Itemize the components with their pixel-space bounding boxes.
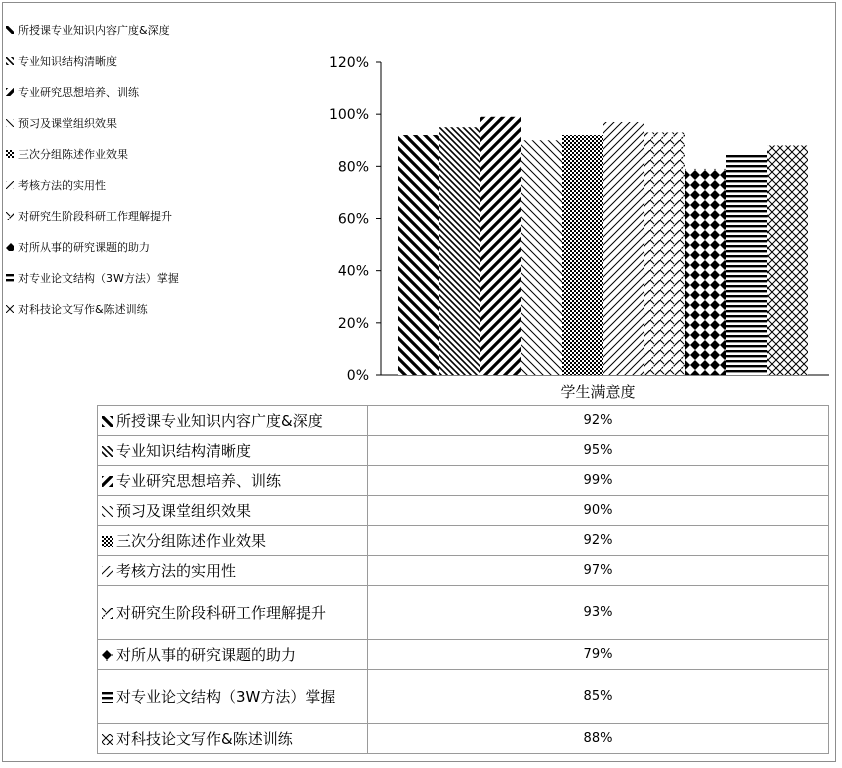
table-row (98, 406, 829, 436)
legend-item (6, 262, 246, 293)
row-legend-swatch (102, 692, 113, 703)
row-label-cell (98, 436, 368, 466)
row-label-cell (98, 496, 368, 526)
row-label-cell (98, 640, 368, 670)
table-row (98, 556, 829, 586)
legend-swatch (6, 26, 14, 34)
table-row (98, 436, 829, 466)
table-row (98, 670, 829, 724)
bar-8 (685, 169, 726, 375)
table-row (98, 640, 829, 670)
row-label-cell (98, 406, 368, 436)
bar-2 (439, 127, 480, 375)
legend-swatch (6, 212, 14, 220)
data-table (97, 377, 829, 754)
legend-swatch (6, 305, 14, 313)
row-legend-swatch (102, 536, 113, 547)
table-corner (98, 377, 368, 406)
row-value: 99% (368, 466, 829, 496)
row-legend-swatch (102, 650, 113, 661)
row-value: 90% (368, 496, 829, 526)
y-tick-label: 60% (337, 211, 369, 228)
row-legend-swatch (102, 506, 113, 517)
legend-label: 对专业论文结构（3W方法）掌握 (18, 271, 179, 285)
bar-3 (480, 117, 521, 375)
table-row (98, 496, 829, 526)
row-label: 所授课专业知识内容广度&深度 (116, 411, 323, 430)
row-legend-swatch (102, 476, 113, 487)
row-label: 对研究生阶段科研工作理解提升 (116, 603, 327, 622)
legend-item (6, 45, 246, 76)
row-label-cell (98, 724, 368, 754)
row-legend-swatch (102, 734, 113, 745)
row-label-cell (98, 556, 368, 586)
bar-4 (521, 140, 562, 375)
legend-swatch (6, 119, 14, 127)
bar-7 (644, 132, 685, 375)
y-tick-label: 100% (328, 107, 369, 124)
table-header: 学生满意度 (368, 377, 829, 406)
bar-9 (726, 153, 767, 375)
row-label: 专业研究思想培养、训练 (116, 471, 282, 490)
row-value: 95% (368, 436, 829, 466)
row-label: 对科技论文写作&陈述训练 (116, 729, 293, 748)
bars (398, 117, 808, 375)
table-row (98, 526, 829, 556)
bar-5 (562, 135, 603, 375)
legend-item (6, 14, 246, 45)
legend (6, 14, 246, 324)
legend-item (6, 231, 246, 262)
bar-1 (398, 135, 439, 375)
row-legend-swatch (102, 446, 113, 457)
bar-6 (603, 122, 644, 375)
row-label-cell (98, 586, 368, 640)
row-legend-swatch (102, 608, 113, 619)
legend-swatch (6, 181, 14, 189)
legend-item (6, 76, 246, 107)
y-tick-label: 120% (328, 55, 369, 71)
y-tick-label: 0% (346, 368, 369, 384)
y-tick-label: 40% (337, 263, 369, 280)
legend-swatch (6, 274, 14, 282)
legend-item (6, 293, 246, 324)
legend-label: 所授课专业知识内容广度&深度 (18, 23, 170, 37)
bar-10 (767, 145, 808, 375)
row-value: 79% (368, 640, 829, 670)
row-label: 考核方法的实用性 (116, 561, 237, 580)
row-legend-swatch (102, 566, 113, 577)
row-value: 92% (368, 406, 829, 436)
row-label-cell (98, 526, 368, 556)
legend-label: 对所从事的研究课题的助力 (18, 240, 150, 254)
legend-swatch (6, 57, 14, 65)
legend-item (6, 107, 246, 138)
legend-swatch (6, 150, 14, 158)
row-label-cell (98, 466, 368, 496)
row-value: 92% (368, 526, 829, 556)
row-value: 97% (368, 556, 829, 586)
legend-swatch (6, 243, 14, 251)
y-tick-label: 20% (337, 315, 369, 332)
row-legend-swatch (102, 416, 113, 427)
table-row (98, 724, 829, 754)
row-value: 93% (368, 586, 829, 640)
legend-label: 预习及课堂组织效果 (18, 116, 117, 130)
legend-item (6, 169, 246, 200)
table-row (98, 586, 829, 640)
legend-item (6, 200, 246, 231)
row-label: 专业知识结构清晰度 (116, 441, 252, 460)
legend-label: 专业知识结构清晰度 (18, 54, 117, 68)
legend-swatch (6, 88, 14, 96)
row-label-cell (98, 670, 368, 724)
row-value: 88% (368, 724, 829, 754)
legend-label: 对科技论文写作&陈述训练 (18, 302, 148, 316)
legend-label: 考核方法的实用性 (18, 178, 106, 192)
legend-label: 专业研究思想培养、训练 (18, 85, 139, 99)
row-label: 三次分组陈述作业效果 (116, 531, 267, 550)
legend-label: 三次分组陈述作业效果 (18, 147, 128, 161)
legend-label: 对研究生阶段科研工作理解提升 (18, 209, 172, 223)
row-label: 对所从事的研究课题的助力 (116, 645, 297, 664)
y-tick-label: 80% (337, 159, 369, 176)
legend-item (6, 138, 246, 169)
table-row (98, 466, 829, 496)
row-label: 对专业论文结构（3W方法）掌握 (116, 687, 336, 706)
row-value: 85% (368, 670, 829, 724)
row-label: 预习及课堂组织效果 (116, 501, 252, 520)
